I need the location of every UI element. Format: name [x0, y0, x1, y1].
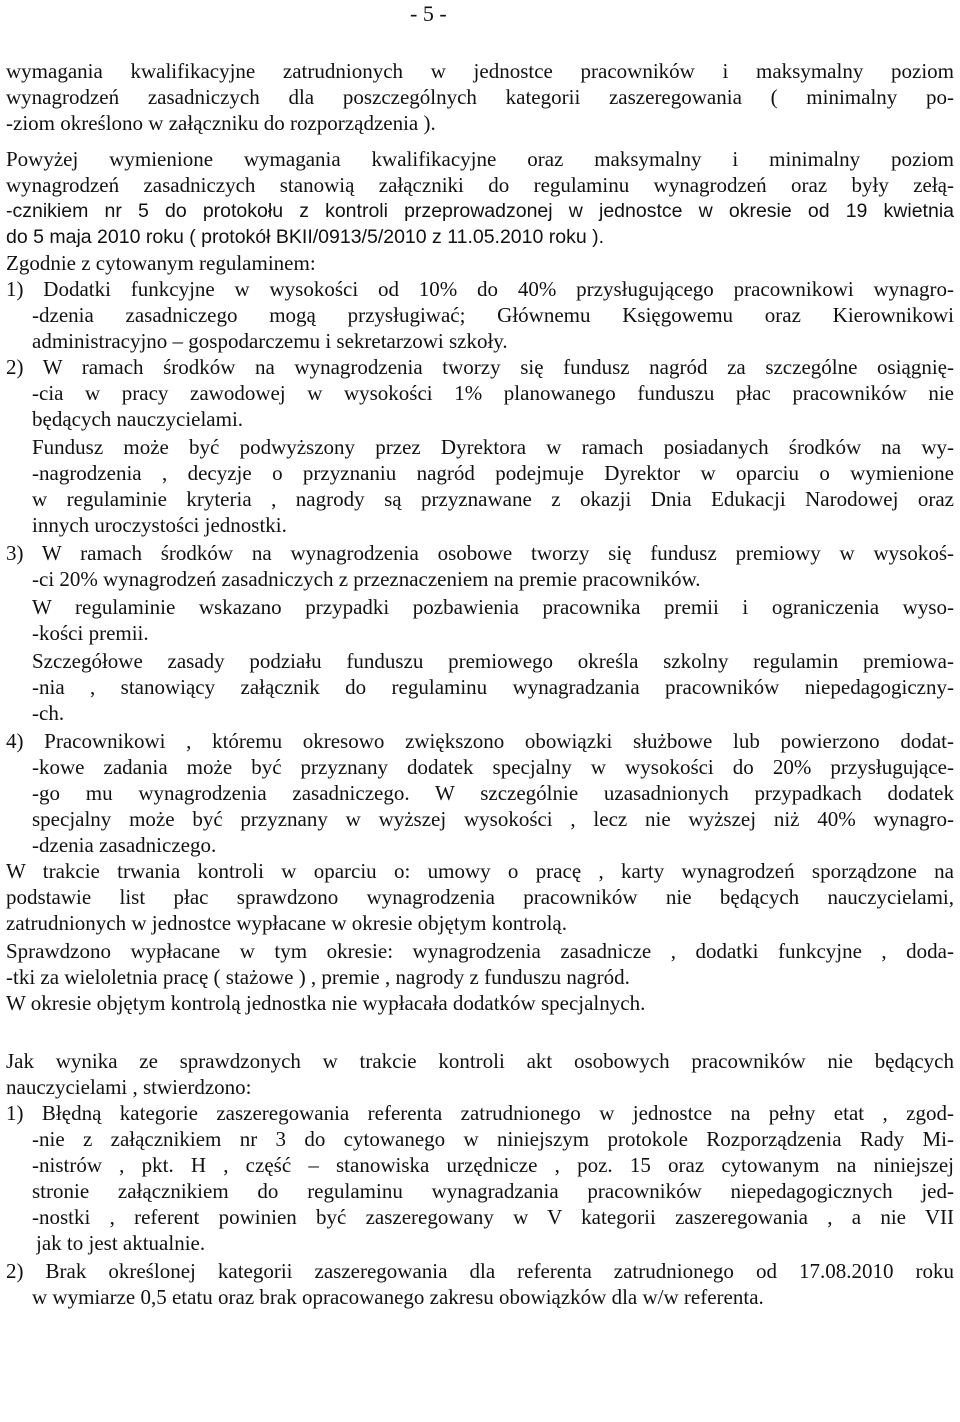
text-line: -cznikiem nr 5 do protokołu z kontroli przeprowadzonej w jednostce w okresie od 19 kwietnia [6, 200, 954, 222]
text-line: W okresie objętym kontrolą jednostka nie wypłacała dodatków specjalnych. [6, 991, 646, 1015]
text-line: 4) Pracownikowi , któremu okresowo zwiększono obowiązki służbowe lub powierzono dodat- [6, 729, 954, 753]
text-line: -nagrodzenia , decyzje o przyznaniu nagród podejmuje Dyrektor w oparciu o wymienione [32, 461, 954, 485]
text-line: -nia , stanowiący załącznik do regulaminu wynagradzania pracowników niepedagogiczny- [32, 675, 954, 699]
text-line: -ziom określono w załączniku do rozporządzenia ). [6, 111, 436, 135]
text-line: -nostki , referent powinien być zaszeregowany w V kategorii zaszeregowania , a nie VII [32, 1205, 954, 1229]
text-line: specjalny może być przyznany w wyższej wysokości , lecz nie wyższej niż 40% wynagro- [32, 807, 954, 831]
text-line: podstawie list płac sprawdzono wynagrodzenia pracowników nie będących nauczycielami, [6, 885, 954, 909]
text-line: -tki za wieloletnia pracę ( stażowe ) , premie , nagrody z funduszu nagród. [6, 965, 630, 989]
text-line: Powyżej wymienione wymagania kwalifikacyjne oraz maksymalny i minimalny poziom [6, 147, 954, 171]
text-line: -cia w pracy zawodowej w wysokości 1% planowanego funduszu płac pracowników nie [32, 381, 954, 405]
text-line: 2) Brak określonej kategorii zaszeregowania dla referenta zatrudnionego od 17.08.2010 roku [6, 1259, 954, 1283]
page-number: - 5 - [410, 1, 447, 26]
text-line: wymagania kwalifikacyjne zatrudnionych w jednostce pracowników i maksymalny poziom [6, 59, 954, 83]
text-line: W regulaminie wskazano przypadki pozbawienia pracownika premii i ograniczenia wyso- [32, 595, 954, 619]
text-line: w wymiarze 0,5 etatu oraz brak opracowanego zakresu obowiązków dla w/w referenta. [32, 1285, 764, 1309]
text-line: Szczegółowe zasady podziału funduszu premiowego określa szkolny regulamin premiowa- [32, 649, 954, 673]
text-line: 1) Błędną kategorie zaszeregowania referenta zatrudnionego w jednostce na pełny etat , zgod- [6, 1101, 954, 1125]
text-line: wynagrodzeń zasadniczych stanowią załączniki do regulaminu wynagrodzeń oraz były zełą- [6, 173, 954, 197]
text-line: Jak wynika ze sprawdzonych w trakcie kontroli akt osobowych pracowników nie będących [6, 1049, 954, 1073]
text-line: do 5 maja 2010 roku ( protokół BKII/0913/5/2010 z 11.05.2010 roku ). [6, 226, 605, 248]
text-line: 3) W ramach środków na wynagrodzenia osobowe tworzy się fundusz premiowy w wysokoś- [6, 541, 954, 565]
text-line: -kości premii. [32, 621, 149, 645]
text-line: Fundusz może być podwyższony przez Dyrektora w ramach posiadanych środków na wy- [32, 435, 954, 459]
text-line: Zgodnie z cytowanym regulaminem: [6, 251, 316, 275]
text-line: w regulaminie kryteria , nagrody są przyznawane z okazji Dnia Edukacji Narodowej oraz [32, 487, 954, 511]
text-line: -kowe zadania może być przyznany dodatek specjalny w wysokości do 20% przysługujące- [32, 755, 954, 779]
text-line: 2) W ramach środków na wynagrodzenia tworzy się fundusz nagród za szczególne osiągnię- [6, 355, 954, 379]
text-line: -dzenia zasadniczego mogą przysługiwać; Głównemu Księgowemu oraz Kierownikowi [32, 303, 954, 327]
text-line: administracyjno – gospodarczemu i sekretarzowi szkoły. [32, 329, 508, 353]
text-line: W trakcie trwania kontroli w oparciu o: umowy o pracę , karty wynagrodzeń sporządzone na [6, 859, 954, 883]
text-line: -dzenia zasadniczego. [32, 833, 217, 857]
text-line: innych uroczystości jednostki. [32, 513, 287, 537]
text-line: -ch. [32, 701, 65, 725]
text-line: wynagrodzeń zasadniczych dla poszczególnych kategorii zaszeregowania ( minimalny po- [6, 85, 954, 109]
text-line: -ci 20% wynagrodzeń zasadniczych z przeznaczeniem na premie pracowników. [32, 567, 701, 591]
text-line: -go mu wynagrodzenia zasadniczego. W szczególnie uzasadnionych przypadkach dodatek [32, 781, 954, 805]
text-line: Sprawdzono wypłacane w tym okresie: wynagrodzenia zasadnicze , dodatki funkcyjne , doda- [6, 939, 954, 963]
text-line: -nie z załącznikiem nr 3 do cytowanego w niniejszym protokole Rozporządzenia Rady Mi- [32, 1127, 954, 1151]
text-line: 1) Dodatki funkcyjne w wysokości od 10% do 40% przysługującego pracownikowi wynagro- [6, 277, 954, 301]
text-line: jak to jest aktualnie. [36, 1231, 206, 1255]
text-line: będących nauczycielami. [32, 407, 244, 431]
text-line: -nistrów , pkt. H , część – stanowiska urzędnicze , poz. 15 oraz cytowanym na niniejszej [32, 1153, 954, 1177]
text-line: zatrudnionych w jednostce wypłacane w okresie objętym kontrolą. [6, 911, 567, 935]
text-line: stronie załącznikiem do regulaminu wynagradzania pracowników niepedagogicznych jed- [32, 1179, 954, 1203]
text-line: nauczycielami , stwierdzono: [6, 1075, 252, 1099]
